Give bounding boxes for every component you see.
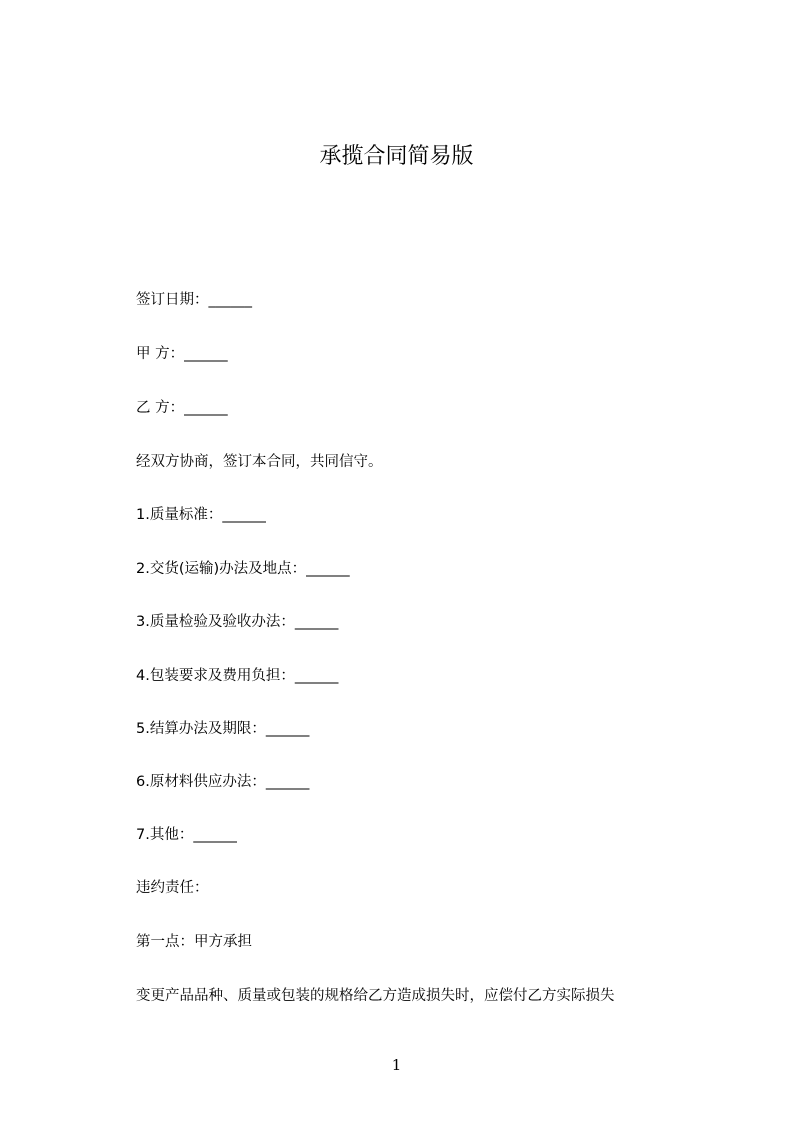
clause-packaging: 4.包装要求及费用负担：______ <box>136 668 339 684</box>
document-title: 承揽合同简易版 <box>319 144 474 169</box>
signing-date-line: 签订日期：______ <box>136 292 252 308</box>
party-a-line: 甲 方：______ <box>136 346 228 362</box>
clause-inspection: 3.质量检验及验收办法：______ <box>136 614 339 630</box>
point-one-text: 变更产品品种、质量或包装的规格给乙方造成损失时，应偿付乙方实际损失 <box>136 988 615 1004</box>
breach-heading: 违约责任： <box>136 880 209 896</box>
party-b-line: 乙 方：______ <box>136 400 228 416</box>
clause-delivery: 2.交货(运输)办法及地点：______ <box>136 561 350 577</box>
clause-settlement: 5.结算办法及期限：______ <box>136 721 310 737</box>
clause-other: 7.其他：______ <box>136 827 237 843</box>
page-number: 1 <box>391 1056 402 1074</box>
clause-quality-standard: 1.质量标准：______ <box>136 507 266 523</box>
agreement-statement: 经双方协商，签订本合同，共同信守。 <box>136 454 383 470</box>
point-one-heading: 第一点：甲方承担 <box>136 934 252 950</box>
clause-materials: 6.原材料供应办法：______ <box>136 774 310 790</box>
